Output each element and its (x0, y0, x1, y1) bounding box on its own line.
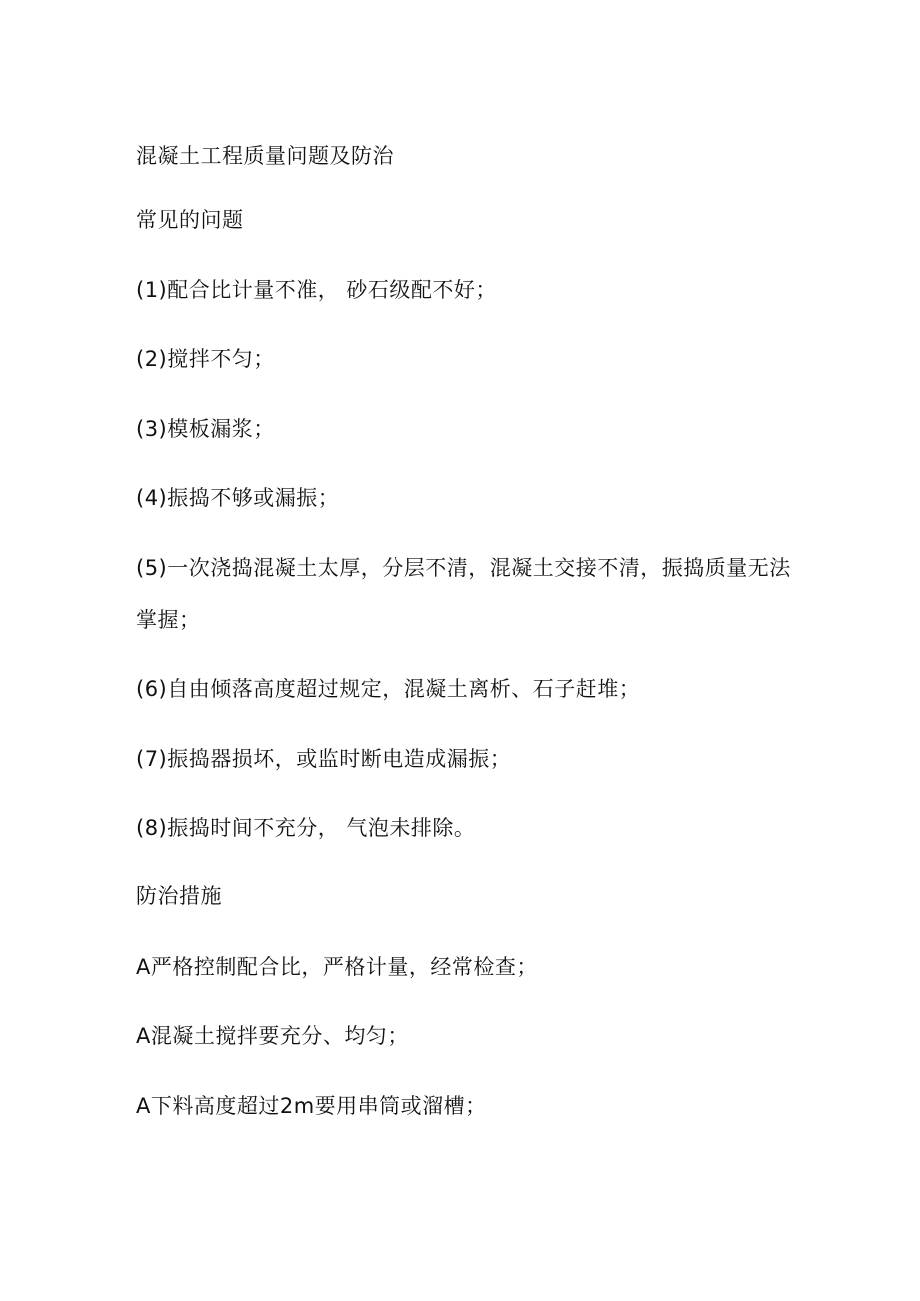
problem-item: (2)搅拌不匀； (136, 347, 275, 371)
measure-item: A下料高度超过2m要用串筒或溜槽； (136, 1094, 487, 1118)
section-heading-problems: 常见的问题 (136, 208, 244, 232)
measure-item: A严格控制配合比，严格计量，经常检查； (136, 955, 538, 979)
section-heading-measures: 防治措施 (136, 884, 222, 908)
problem-item: (7)振捣器损坏，或监时断电造成漏振； (136, 747, 512, 771)
problem-item: (8)振捣时间不充分， 气泡未排除。 (136, 816, 476, 840)
document-title: 混凝土工程质量问题及防治 (136, 144, 394, 168)
problem-item: (5)一次浇捣混凝土太厚，分层不清，混凝土交接不清，振捣质量无法掌握； (136, 556, 791, 632)
problem-item: (4)振捣不够或漏振； (136, 486, 340, 510)
measure-item: A混凝土搅拌要充分、均匀； (136, 1024, 409, 1048)
problem-item: (1)配合比计量不准， 砂石级配不好； (136, 278, 497, 302)
problem-item: (6)自由倾落高度超过规定，混凝土离析、石子赶堆； (136, 677, 641, 701)
problem-item: (3)模板漏浆； (136, 417, 275, 441)
